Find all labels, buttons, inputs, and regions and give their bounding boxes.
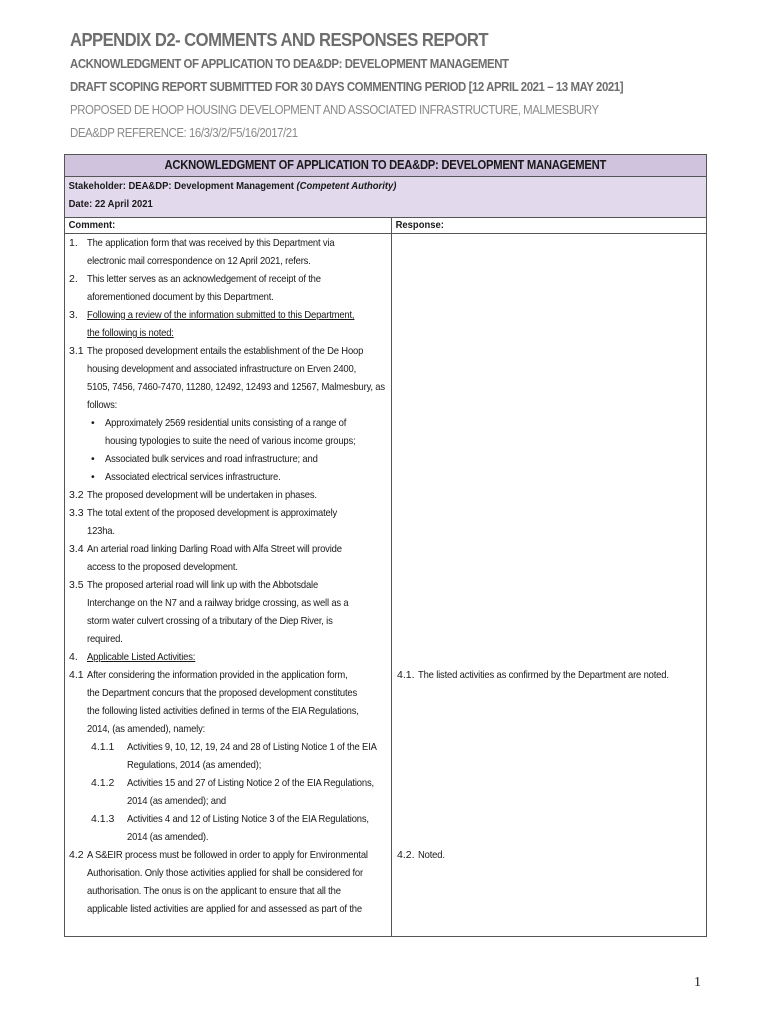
comment-text: This letter serves as an acknowledgement of receipt of the [87,273,321,285]
stakeholder-line [65,177,642,195]
stakeholder-role: (Competent Authority) [296,180,397,192]
list-number: 4.1 [69,669,84,681]
response-cell [392,234,707,937]
report-title: APPENDIX D2- COMMENTS AND RESPONSES REPORT [70,29,488,50]
table-row [65,234,707,937]
comment-text: The proposed development will be undertaken in phases. [87,489,317,501]
list-number: 3.3 [69,507,84,519]
date-line: Date: 22 April 2021 [68,198,153,210]
comment-text: housing development and associated infrastructure on Erven 2400, [87,363,357,375]
document-header [70,28,730,144]
comment-text: Activities 15 and 27 of Listing Notice 2 of the EIA Regulations, [127,777,374,789]
report-subtitle-draft-scoping: DRAFT SCOPING REPORT SUBMITTED FOR 30 DAYS COMMENTING PERIOD [12 APRIL 2021 – 13 MAY 2021] [70,79,624,94]
response-body [392,234,706,936]
comment-text: the Department concurs that the proposed development constitutes [87,687,358,699]
comment-text: Activities 4 and 12 of Listing Notice 3 of the EIA Regulations, [127,813,369,825]
list-number: 1. [69,237,78,249]
bullet-icon: • [91,453,95,465]
page-number: 1 [694,975,701,990]
comment-column-header: Comment: [68,219,116,231]
list-number: 2. [69,273,78,285]
comment-text: Associated electrical services infrastructure. [105,471,281,483]
comment-text: Associated bulk services and road infrastructure; and [105,453,318,465]
comment-text: housing typologies to suite the need of various income groups; [105,435,356,447]
comment-text: 2014 (as amended); and [127,795,227,807]
response-text: The listed activities as confirmed by the Department are noted. [418,669,669,681]
comment-text: Applicable Listed Activities: [87,651,196,663]
comment-text: Regulations, 2014 (as amended); [127,759,262,771]
list-number: 4. [69,651,78,663]
list-number: 4.1.1 [91,741,115,753]
comment-text: 123ha. [87,525,115,537]
comment-body [65,234,391,936]
bullet-icon: • [91,471,95,483]
comment-text: After considering the information provided in the application form, [87,669,348,681]
list-number: 3.4 [69,543,84,555]
comment-text: the following listed activities defined in terms of the EIA Regulations, [87,705,359,717]
list-number: 3.5 [69,579,84,591]
comment-text: authorisation. The onus is on the applicant to ensure that all the [87,885,341,897]
comment-text: The application form that was received by this Department via [87,237,335,249]
comment-text: applicable listed activities are applied for and assessed as part of the [87,903,362,915]
response-text: Noted. [418,849,445,861]
list-number: 3.2 [69,489,84,501]
comment-text: An arterial road linking Darling Road with Alfa Street will provide [87,543,342,555]
comment-text: The total extent of the proposed development is approximately [87,507,338,519]
comment-text: 2014 (as amended). [127,831,209,843]
comment-text: 5105, 7456, 7460-7470, 11280, 12492, 12493 and 12567, Malmesbury, as [87,381,385,393]
comment-text: access to the proposed development. [87,561,238,573]
comment-text: required. [87,633,123,645]
column-header-row [65,218,707,234]
table-title-row [65,155,707,177]
comment-text: storm water culvert crossing of a tributary of the Diep River, is [87,615,333,627]
reference-number: DEA&DP REFERENCE: 16/3/3/2/F5/16/2017/21 [70,125,298,140]
response-number: 4.2. [397,849,415,861]
list-number: 4.2 [69,849,84,861]
comment-text: Authorisation. Only those activities applied for shall be considered for [87,867,363,879]
response-column-header: Response: [395,219,444,231]
comment-text: aforementioned document by this Department. [87,291,274,303]
comment-text: follows: [87,399,118,411]
comment-text: electronic mail correspondence on 12 April 2021, refers. [87,255,311,267]
comment-text: The proposed arterial road will link up with the Abbotsdale [87,579,319,591]
list-number: 4.1.3 [91,813,115,825]
comments-responses-table [64,154,707,937]
comment-text: Activities 9, 10, 12, 19, 24 and 28 of Listing Notice 1 of the EIA [127,741,377,753]
project-name: PROPOSED DE HOOP HOUSING DEVELOPMENT AND ASSOCIATED INFRASTRUCTURE, MALMESBURY [70,102,599,117]
stakeholder-label: Stakeholder: DEA&DP: Development Management [68,180,297,192]
report-subtitle-acknowledgment: ACKNOWLEDGMENT OF APPLICATION TO DEA&DP: DEVELOPMENT MANAGEMENT [70,56,509,71]
response-number: 4.1. [397,669,415,681]
comment-text: the following is noted: [87,327,174,339]
list-number: 4.1.2 [91,777,115,789]
comment-text: Interchange on the N7 and a railway bridge crossing, as well as a [87,597,349,609]
comment-text: A S&EIR process must be followed in order to apply for Environmental [87,849,368,861]
comment-text: 2014, (as amended), namely: [87,723,206,735]
comment-text: Approximately 2569 residential units consisting of a range of [105,417,347,429]
comment-cell [65,234,392,937]
comment-text: The proposed development entails the establishment of the De Hoop [87,345,364,357]
comment-text: Following a review of the information submitted to this Department, [87,309,355,321]
bullet-icon: • [91,417,95,429]
table-title: ACKNOWLEDGMENT OF APPLICATION TO DEA&DP: DEVELOPMENT MANAGEMENT [164,158,607,172]
list-number: 3.1 [69,345,84,357]
list-number: 3. [69,309,78,321]
stakeholder-row [65,177,707,218]
